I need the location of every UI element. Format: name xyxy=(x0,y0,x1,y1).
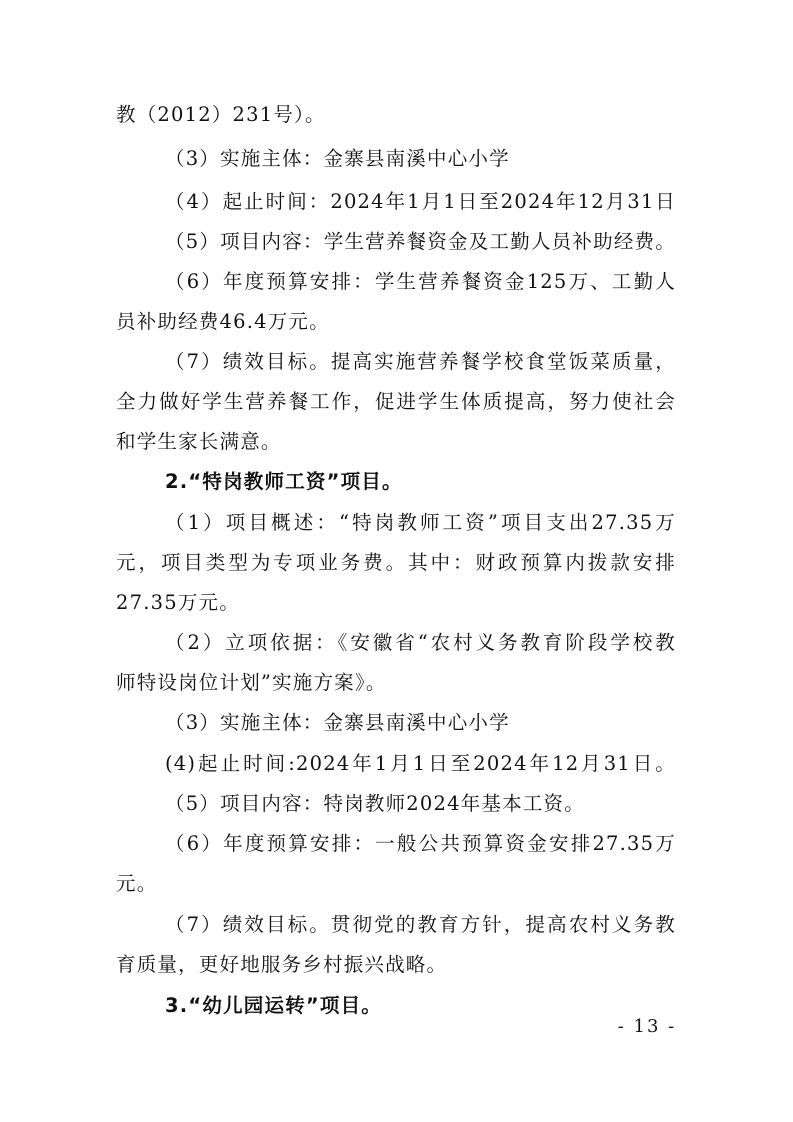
text-line-overview-end: 27.35万元。 xyxy=(116,591,240,614)
text-line-content-2: （5）项目内容：特岗教师2024年基本工资。 xyxy=(165,792,585,815)
text-line-basis: （2）立项依据：《安徽省“农村义务教育阶段学校教 xyxy=(165,631,676,654)
text-line-goal-2-cont: 育质量，更好地服务乡村振兴战略。 xyxy=(116,953,448,976)
text-line-goal-2: （7）绩效目标。贯彻党的教育方针，提高农村义务教 xyxy=(165,913,676,936)
text-line-continuation: 教（2012）231号）。 xyxy=(116,103,326,126)
section-heading-2: 2.“特岗教师工资”项目。 xyxy=(165,470,403,493)
text-line-period-2: (4)起止时间:2024年1月1日至2024年12月31日。 xyxy=(165,752,676,775)
page-number: - 13 - xyxy=(617,1016,677,1037)
text-line-overview: （1）项目概述：“特岗教师工资”项目支出27.35万 xyxy=(165,511,676,534)
text-line-implementer: （3）实施主体：金寨县南溪中心小学 xyxy=(165,147,510,170)
text-line-overview-cont: 元，项目类型为专项业务费。其中：财政预算内拨款安排 xyxy=(116,551,676,574)
text-line-budget: （6）年度预算安排：学生营养餐资金125万、工勤人 xyxy=(165,270,676,293)
text-line-implementer-2: （3）实施主体：金寨县南溪中心小学 xyxy=(165,711,510,734)
text-line-period: （4）起止时间：2024年1月1日至2024年12月31日 xyxy=(165,190,676,213)
text-line-budget-cont: 员补助经费46.4万元。 xyxy=(116,310,330,333)
text-line-content: （5）项目内容：学生营养餐资金及工勤人员补助经费。 xyxy=(165,230,676,253)
section-heading-3: 3.“幼儿园运转”项目。 xyxy=(165,994,383,1017)
text-line-goal: （7）绩效目标。提高实施营养餐学校食堂饭菜质量， xyxy=(165,350,676,373)
text-line-budget-2: （6）年度预算安排：一般公共预算资金安排27.35万 xyxy=(165,832,676,855)
text-line-goal-cont: 全力做好学生营养餐工作，促进学生体质提高，努力使社会 xyxy=(116,390,676,413)
text-line-basis-cont: 师特设岗位计划”实施方案》。 xyxy=(116,671,387,694)
text-line-budget-2-cont: 元。 xyxy=(116,872,158,895)
text-line-goal-end: 和学生家长满意。 xyxy=(116,430,282,453)
